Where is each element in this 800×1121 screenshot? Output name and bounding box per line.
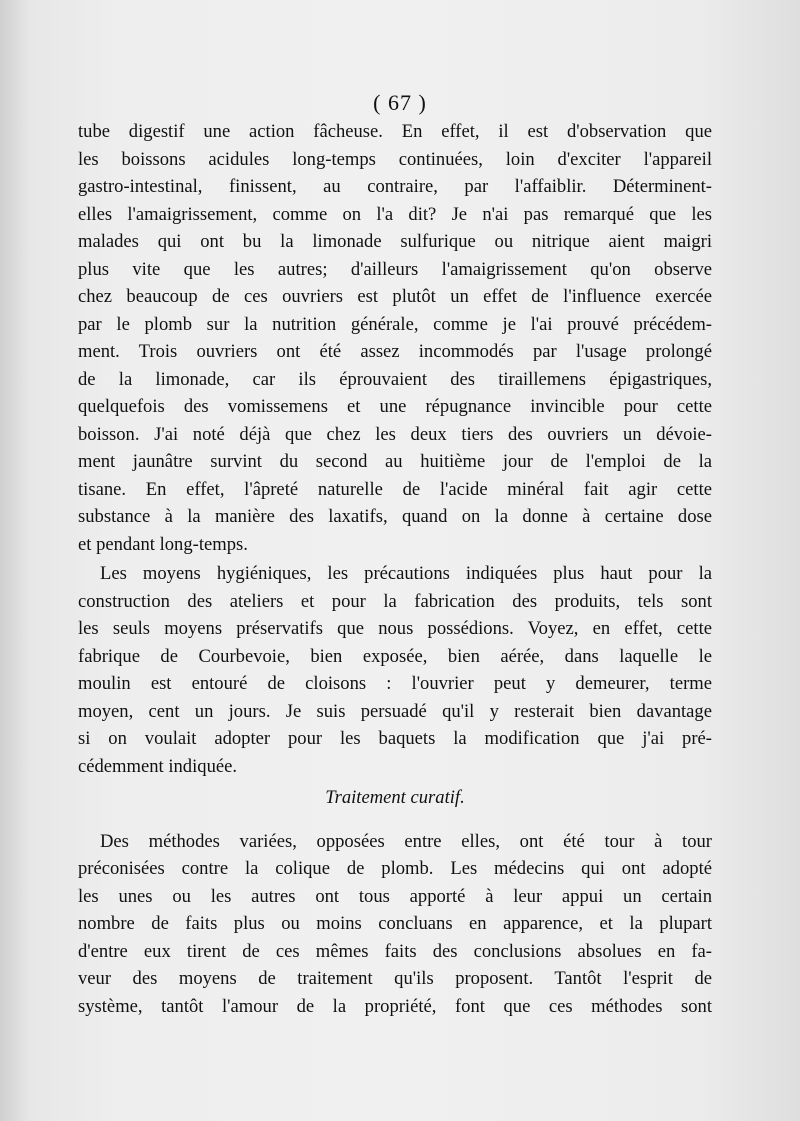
- text-line: les seuls moyens préservatifs que nous possédions. Voyez, en effet, cette: [78, 618, 712, 639]
- text-line: boisson. J'ai noté déjà que chez les deux tiers des ouvriers un dévoie-: [78, 423, 712, 445]
- text-line: veur des moyens de traitement qu'ils proposent. Tantôt l'esprit de: [78, 968, 712, 989]
- text-line: tisane. En effet, l'âpreté naturelle de l'acide minéral fait agir cette: [78, 478, 712, 500]
- text-line: substance à la manière des laxatifs, quand on la donne à certaine dose: [78, 506, 712, 527]
- text-line: de la limonade, car ils éprouvaient des tiraillemens épigastriques,: [78, 368, 712, 390]
- paragraph-1: [78, 118, 712, 558]
- text-line: et pendant long-temps.: [78, 533, 248, 555]
- text-line: d'entre eux tirent de ces mêmes faits des conclusions absolues en fa-: [78, 940, 712, 962]
- page-body: [78, 118, 712, 1020]
- text-line: fabrique de Courbevoie, bien exposée, bien aérée, dans laquelle le: [78, 645, 712, 667]
- text-line: Les moyens hygiéniques, les précautions indiquées plus haut pour la: [100, 563, 712, 584]
- text-line: chez beaucoup de ces ouvriers est plutôt un effet de l'influence exercée: [78, 286, 712, 307]
- text-line: plus vite que les autres; d'ailleurs l'amaigrissement qu'on observe: [78, 258, 712, 280]
- text-line: système, tantôt l'amour de la propriété, font que ces méthodes sont: [78, 995, 712, 1017]
- text-line: les unes ou les autres ont tous apporté à leur appui un certain: [78, 885, 712, 907]
- text-line: cédemment indiquée.: [78, 755, 238, 777]
- text-line: les boissons acidules long-temps continuées, loin d'exciter l'appareil: [78, 148, 712, 170]
- text-line: construction des ateliers et pour la fabrication des produits, tels sont: [78, 590, 712, 612]
- text-line: si on voulait adopter pour les baquets la modification que j'ai pré-: [78, 728, 712, 749]
- paragraph-3: [78, 828, 712, 1021]
- text-line: ment. Trois ouvriers ont été assez incommodés par l'usage prolongé: [78, 341, 712, 362]
- text-line: malades qui ont bu la limonade sulfurique ou nitrique aient maigri: [78, 231, 712, 252]
- text-line: ment jaunâtre survint du second au huitième jour de l'emploi de la: [78, 451, 712, 472]
- text-line: par le plomb sur la nutrition générale, comme je l'ai prouvé précédem-: [78, 313, 712, 335]
- text-line: moulin est entouré de cloisons : l'ouvrier peut y demeurer, terme: [78, 673, 712, 694]
- text-line: préconisées contre la colique de plomb. Les médecins qui ont adopté: [78, 858, 712, 879]
- page-number: ( 67 ): [373, 90, 427, 115]
- text-line: moyen, cent un jours. Je suis persuadé qu'il y resterait bien davantage: [78, 700, 712, 722]
- section-heading: Traitement curatif.: [325, 787, 465, 808]
- text-line: nombre de faits plus ou moins concluans en apparence, et la plupart: [78, 913, 712, 934]
- text-line: Des méthodes variées, opposées entre elles, ont été tour à tour: [100, 830, 712, 852]
- text-line: quelquefois des vomissemens et une répugnance invincible pour cette: [78, 396, 712, 417]
- text-line: elles l'amaigrissement, comme on l'a dit? Je n'ai pas remarqué que les: [78, 203, 712, 225]
- text-line: tube digestif une action fâcheuse. En effet, il est d'observation que: [78, 121, 712, 142]
- paragraph-2: [78, 560, 712, 780]
- text-line: gastro-intestinal, finissent, au contraire, par l'affaiblir. Déterminent-: [78, 176, 712, 197]
